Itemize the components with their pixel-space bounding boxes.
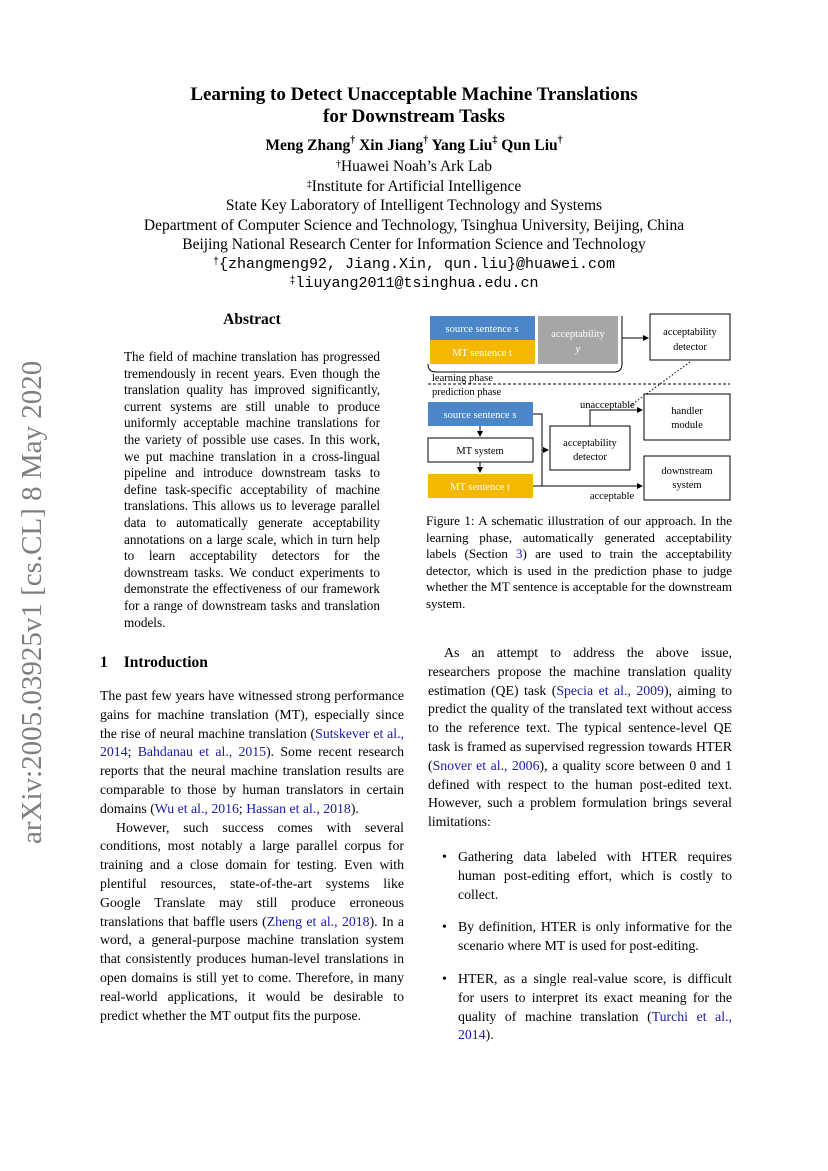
list-item: • By definition, HTER is only informative for the scenario where MT is used for post-editing. bbox=[442, 919, 732, 954]
right-paragraph: As an attempt to address the above issue, researchers propose the machine translation quality estimation (QE) task (Specia et al., 2009), aiming to predict the quality of the translated text without access to the reference text. The typical sentence-level QE task is framed as supervised regression towards HTER (Snover et al., 2006), a quality score between 0 and 1 defined with respect to the human post-edited text. However, such a problem formulation brings several limitations: bbox=[428, 645, 733, 830]
paper-title bbox=[0, 84, 828, 128]
citation-link[interactable]: Turchi et al., 2014 bbox=[458, 1008, 732, 1043]
citation-link[interactable]: Specia et al., 2009 bbox=[556, 682, 664, 698]
acceptability-label-text: acceptability bbox=[551, 329, 605, 340]
paragraph: However, such success comes with several conditions, most notably a large parallel corpus for training and a close domain for testing. Even with plentiful resources, state-of-the-art systems like Google Translate may still produce erroneous translations that baffle users (Zheng et al., 2018). In a word, a general-purpose machine translation system that consistently produces human-level translations in open domains is still yet to come. Therefore, in many real-world applications, it would be desirable to predict whether the MT output fits the purpose. bbox=[100, 819, 404, 1023]
handler-box bbox=[644, 394, 730, 440]
citation-link[interactable]: Snover et al., 2006 bbox=[432, 757, 540, 773]
affiliation: State Key Laboratory of Intelligent Technology and Systems bbox=[225, 197, 603, 214]
mt-sentence-label: MT sentence t bbox=[452, 348, 512, 359]
acceptability-var: y bbox=[575, 344, 581, 355]
affiliation-list bbox=[0, 157, 828, 294]
list-item: • HTER, as a single real-value score, is difficult for users to interpret its exact meaning for the quality of machine translation (Turchi et al., 2014). bbox=[442, 970, 732, 1043]
list-item: • Gathering data labeled with HTER requires human post-editing effort, which is costly to collect. bbox=[442, 849, 732, 902]
downstream-box bbox=[644, 456, 730, 500]
citation-link[interactable]: Sutskever et al., 2014 bbox=[100, 725, 404, 760]
affiliation: †Huawei Noah’s Ark Lab bbox=[335, 158, 493, 175]
email: ‡liuyang2011@tsinghua.edu.cn bbox=[289, 275, 539, 292]
author-list bbox=[0, 137, 828, 155]
author: Qun Liu† bbox=[501, 135, 563, 154]
downstream-line2: system bbox=[672, 480, 702, 491]
citation-link[interactable]: Wu et al., 2016 bbox=[154, 800, 239, 816]
affiliation: ‡Institute for Artificial Intelligence bbox=[306, 177, 522, 195]
paragraph: The past few years have witnessed strong performance gains for machine translation (MT), especially since the rise of neural machine translation (Sutskever et al., 2014; Bahdanau et al., 2015). Some recent research reports that the neural machine translation results are comparable to those by human translators in certain domains (Wu et al., 2016; Hassan et al., 2018). bbox=[100, 688, 404, 816]
acceptability-detector-top-line2: detector bbox=[673, 342, 707, 353]
prediction-bracket bbox=[533, 414, 542, 486]
acceptability-detector-mid-line1: acceptability bbox=[563, 438, 617, 449]
source-sentence-label-2: source sentence s bbox=[443, 410, 517, 421]
abstract-heading: Abstract bbox=[223, 311, 281, 328]
acceptability-detector-mid-line2: detector bbox=[573, 452, 607, 463]
citation-link[interactable]: 3 bbox=[516, 546, 523, 562]
figure-1-diagram bbox=[424, 310, 734, 506]
left-column bbox=[100, 687, 404, 1025]
author: Yang Liu‡ bbox=[431, 135, 498, 154]
citation-link[interactable]: Bahdanau et al., 2015 bbox=[137, 744, 267, 760]
prediction-phase-label: prediction phase bbox=[432, 387, 502, 398]
title-line-2: for Downstream Tasks bbox=[323, 106, 505, 127]
limitations-list bbox=[440, 848, 732, 1059]
author: Xin Jiang† bbox=[359, 135, 429, 154]
affiliation: Beijing National Research Center for Information Science and Technology bbox=[182, 236, 646, 253]
arxiv-stamp: arXiv:2005.03925v1 [cs.CL] 8 May 2020 bbox=[16, 360, 48, 844]
acceptable-label: acceptable bbox=[589, 491, 635, 502]
unacceptable-label: unacceptable bbox=[580, 400, 635, 411]
email: †{zhangmeng92, Jiang.Xin, qun.liu}@huawei.com bbox=[212, 255, 616, 273]
section-heading: 1 Introduction bbox=[100, 654, 208, 671]
citation-link[interactable]: Hassan et al., 2018 bbox=[246, 800, 351, 816]
mt-sentence-label-2: MT sentence t bbox=[450, 482, 510, 493]
affiliation: Department of Computer Science and Technology, Tsinghua University, Beijing, China bbox=[143, 216, 685, 234]
acceptability-label-box bbox=[538, 316, 618, 364]
handler-line2: module bbox=[671, 420, 703, 431]
learning-phase-label: learning phase bbox=[432, 373, 493, 384]
mt-system-label: MT system bbox=[456, 446, 504, 457]
figure-caption: Figure 1: A schematic illustration of our approach. In the learning phase, automatically generated acceptability labels (Section 3) are used to train the acceptability detector, which is used in the prediction phase to judge whether the MT sentence is acceptable for the downstream system. bbox=[426, 513, 732, 611]
downstream-line1: downstream bbox=[661, 466, 713, 477]
unacceptable-arrow bbox=[590, 410, 642, 426]
citation-link[interactable]: Zheng et al., 2018 bbox=[266, 913, 370, 929]
handler-line1: handler bbox=[671, 406, 703, 417]
abstract-text: The field of machine translation has progressed tremendously in recent years. Even though the translation quality has improved significantly, current systems are still unable to produce uniformly acceptable machine translations for the variety of possible use cases. In this work, we put machine translation in a cross-lingual pipeline and introduce downstream tasks to define task-specific acceptability of machine translations. This allows us to leverage parallel data to automatically generate acceptability annotations on a large scale, which in turn help to learn acceptability detectors for the downstream tasks. We conduct experiments to demonstrate the effectiveness of our framework for a range of downstream tasks and translation models. bbox=[124, 349, 380, 630]
source-sentence-label: source sentence s bbox=[445, 324, 519, 335]
author: Meng Zhang† bbox=[265, 135, 356, 154]
acceptability-detector-top-line1: acceptability bbox=[663, 327, 717, 338]
title-line-1: Learning to Detect Unacceptable Machine Translations bbox=[190, 84, 638, 105]
